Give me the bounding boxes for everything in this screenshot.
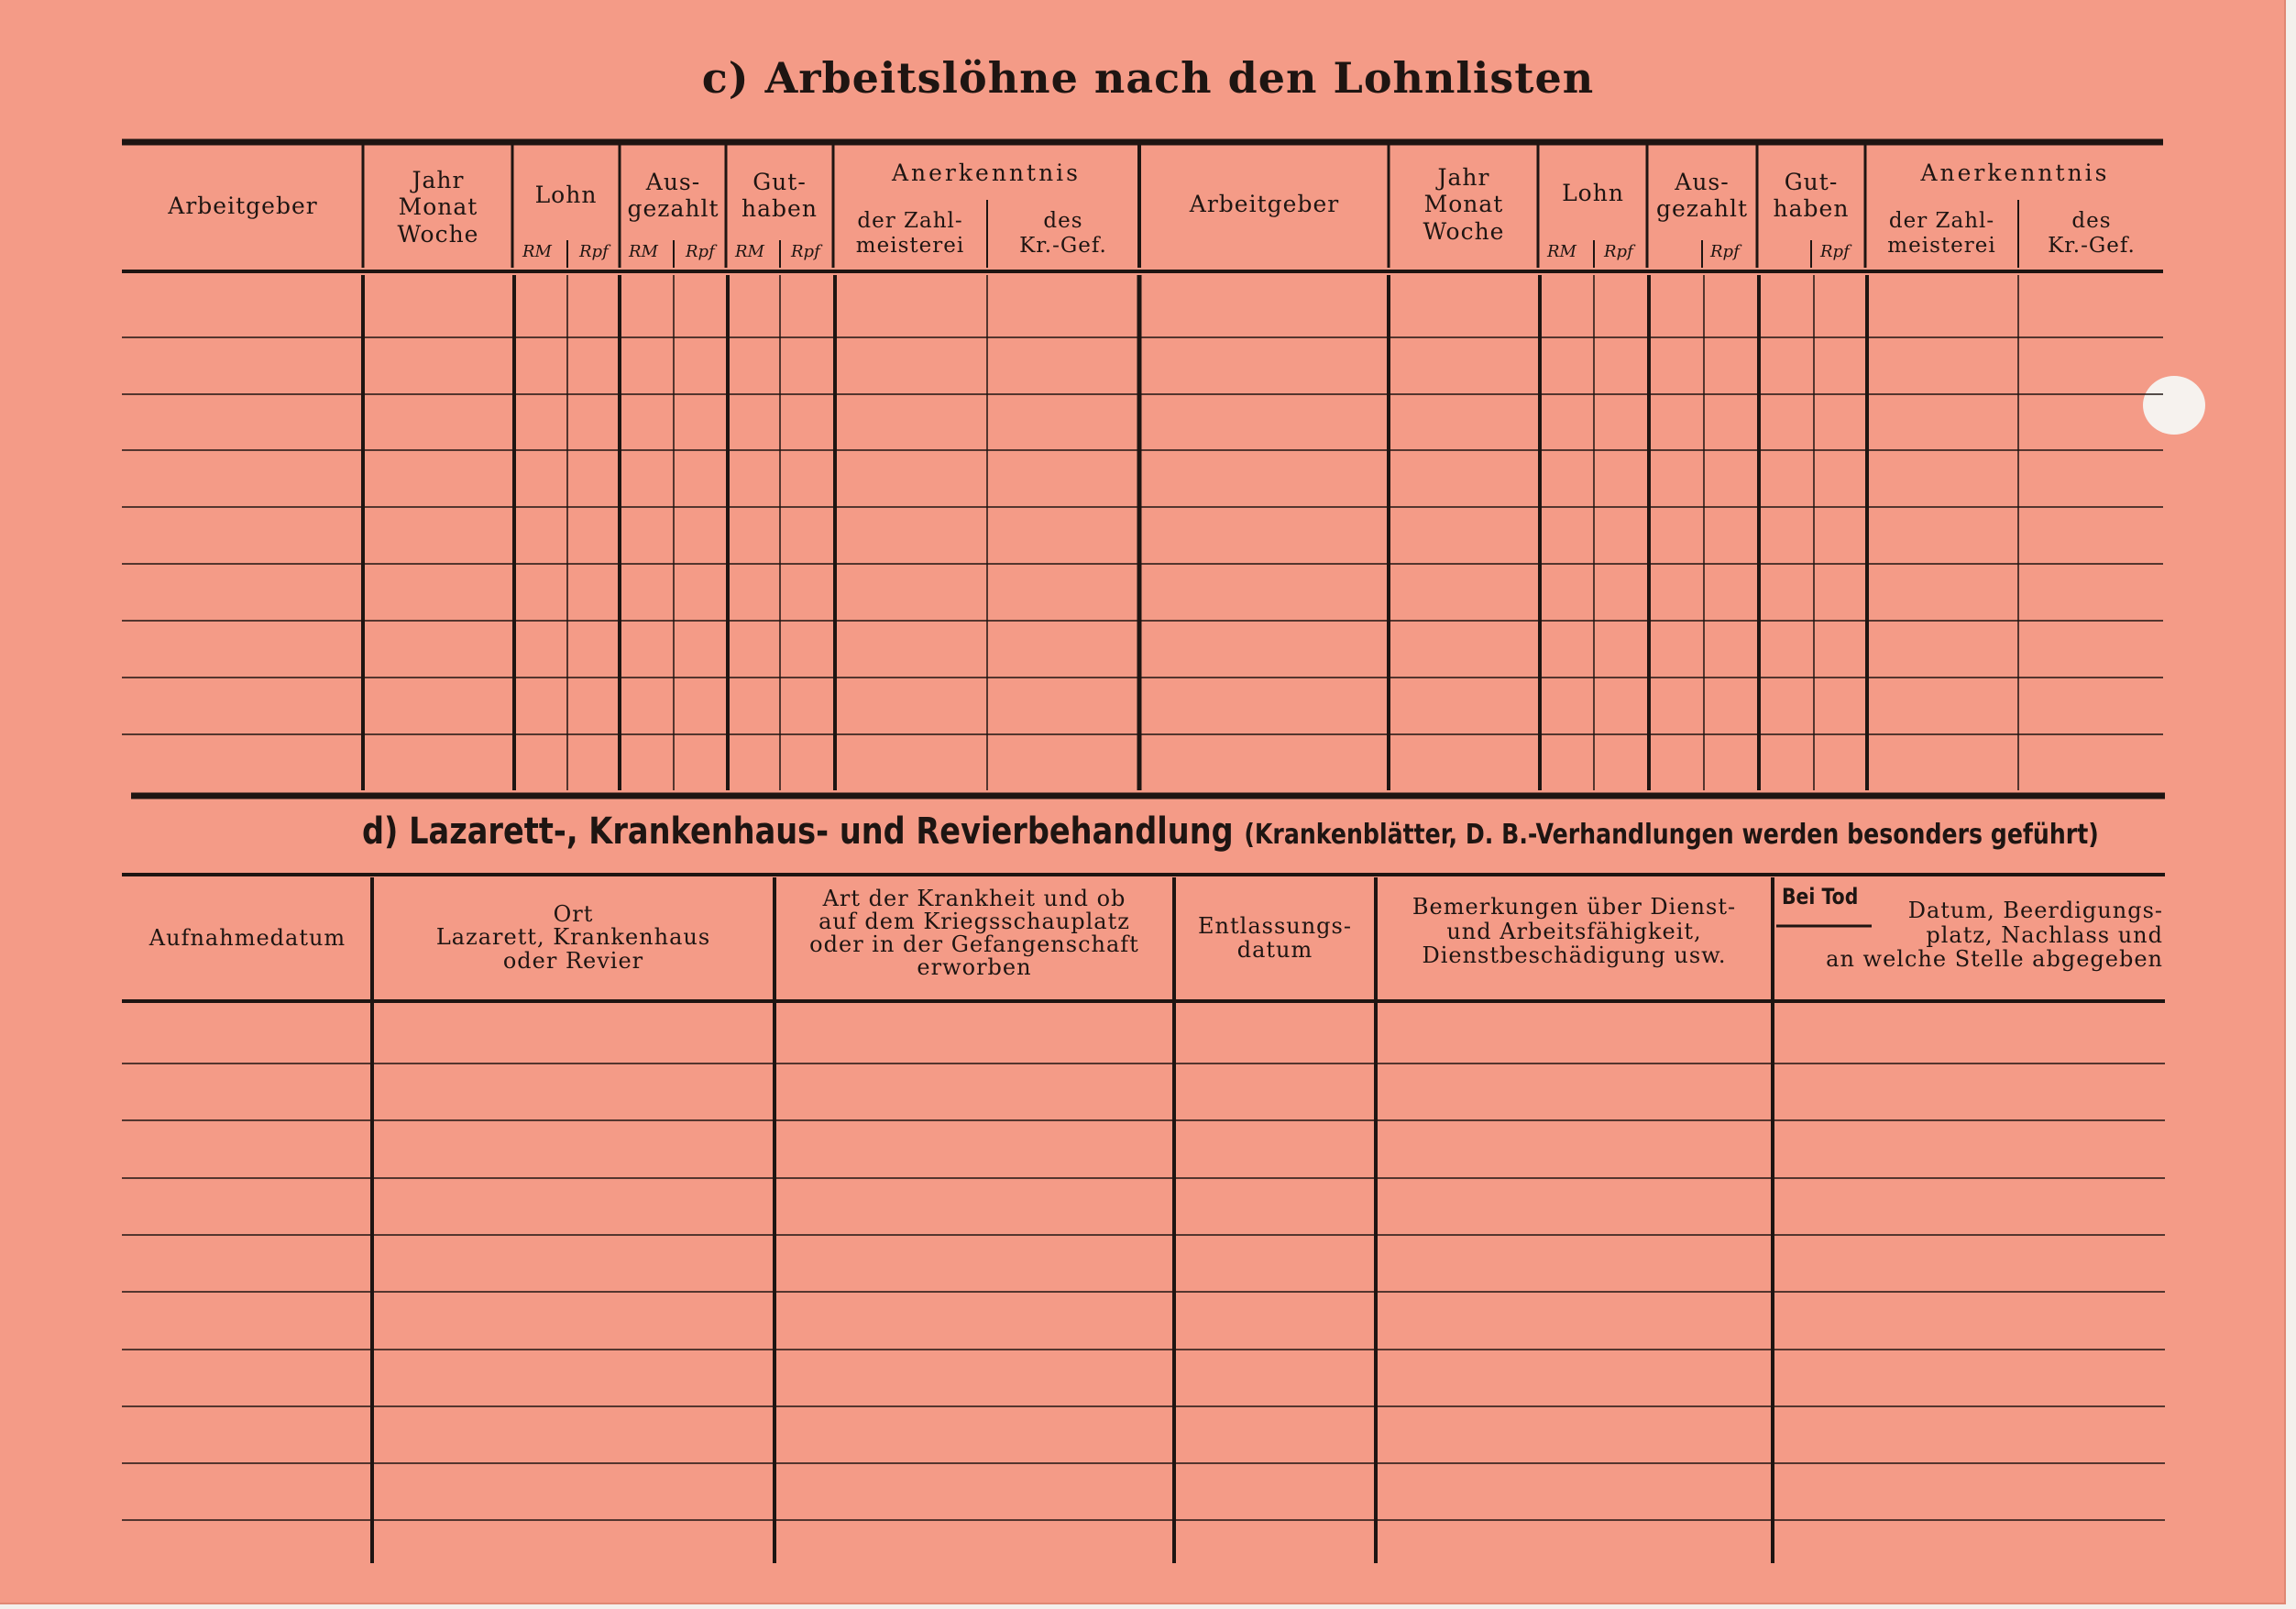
header-krgef-right bbox=[2020, 202, 2163, 266]
header-krgef-2: Kr.-Gef. bbox=[1019, 234, 1107, 258]
header-haben: haben bbox=[1773, 195, 1850, 222]
unit-rpf-lohn-left: Rpf bbox=[579, 242, 609, 261]
header-arbeitgeber-right: Arbeitgeber bbox=[1189, 191, 1340, 218]
unit-rm-ausgezahlt-left: RM bbox=[629, 242, 658, 261]
unit-rpf-ausgezahlt-left: Rpf bbox=[686, 242, 715, 261]
header-woche: Woche bbox=[397, 220, 479, 248]
header-monat: Monat bbox=[1423, 191, 1504, 218]
section-d-subtitle: (Krankenblätter, D. B.-Verhandlungen werden besonders geführt) bbox=[1244, 819, 2099, 851]
header-entlassung-1: Entlassungs- bbox=[1198, 912, 1352, 939]
header-art-4: erworben bbox=[917, 954, 1032, 981]
header-art-2: auf dem Kriegsschauplatz bbox=[818, 908, 1130, 934]
header-art-3: oder in der Gefangenschaft bbox=[809, 931, 1139, 957]
header-datum-3: an welche Stelle abgegeben bbox=[1826, 946, 2163, 973]
header-zahlmeisterei-2: meisterei bbox=[855, 234, 965, 258]
unit-rm-guthaben-left: RM bbox=[735, 242, 764, 261]
header-gut: Gut- bbox=[753, 168, 807, 195]
header-krgef-1: des bbox=[2071, 208, 2112, 233]
header-datum-1: Datum, Beerdigungs- bbox=[1907, 898, 2163, 924]
header-ort-2: Lazarett, Krankenhaus bbox=[435, 924, 711, 951]
header-jahr: Jahr bbox=[412, 166, 465, 193]
header-gut: Gut- bbox=[1784, 168, 1839, 195]
header-art-1: Art der Krankheit und ob bbox=[822, 885, 1126, 911]
unit-rm-lohn-right: RM bbox=[1547, 242, 1576, 261]
header-krgef-2: Kr.-Gef. bbox=[2048, 234, 2136, 258]
header-ausgezahlt-left bbox=[621, 156, 725, 235]
header-lohn-right: Lohn bbox=[1562, 180, 1624, 207]
header-guthaben-left bbox=[728, 156, 831, 235]
header-bem-1: Bemerkungen über Dienst- bbox=[1412, 894, 1737, 920]
header-aus: Aus- bbox=[1675, 168, 1730, 195]
header-art-der-krankheit bbox=[776, 878, 1172, 988]
header-jahr: Jahr bbox=[1437, 163, 1490, 191]
header-arbeitgeber-left: Arbeitgeber bbox=[168, 193, 318, 220]
header-bemerkungen bbox=[1378, 878, 1771, 985]
header-gezahlt: gezahlt bbox=[627, 195, 720, 222]
header-jahr-monat-woche-right bbox=[1390, 147, 1537, 262]
header-zahlmeisterei-left bbox=[835, 202, 985, 266]
header-ort-3: oder Revier bbox=[502, 947, 644, 974]
unit-rm-lohn-left: RM bbox=[522, 242, 552, 261]
header-krgef-left bbox=[989, 202, 1137, 266]
header-monat: Monat bbox=[398, 193, 478, 221]
header-bem-3: Dienstbeschädigung usw. bbox=[1422, 942, 1727, 969]
header-datum-2: platz, Nachlass und bbox=[1926, 921, 2163, 948]
unit-rpf-lohn-right: Rpf bbox=[1604, 242, 1633, 261]
section-d-title-main: d) Lazarett-, Krankenhaus- und Revierbehandlung bbox=[362, 810, 1234, 853]
header-woche: Woche bbox=[1423, 217, 1505, 245]
unit-rpf-ausgezahlt-right: Rpf bbox=[1710, 242, 1740, 261]
section-d-title bbox=[362, 810, 2099, 853]
header-aus: Aus- bbox=[645, 168, 701, 195]
unit-rpf-guthaben-left: Rpf bbox=[791, 242, 820, 261]
header-zahlmeisterei-right bbox=[1867, 202, 2016, 266]
header-lohn-left: Lohn bbox=[534, 182, 598, 209]
unit-rpf-guthaben-right: Rpf bbox=[1820, 242, 1850, 261]
header-zahlmeisterei-2: meisterei bbox=[1887, 234, 1996, 258]
header-gezahlt: gezahlt bbox=[1655, 195, 1749, 222]
header-anerkenntnis-right: Anerkenntnis bbox=[1920, 160, 2110, 187]
header-bei-tod: Bei Tod bbox=[1782, 884, 1859, 909]
header-haben: haben bbox=[742, 195, 818, 222]
header-zahlmeisterei-1: der Zahl- bbox=[1888, 208, 1995, 233]
header-ausgezahlt-right bbox=[1649, 156, 1755, 235]
header-entlassung-2: datum bbox=[1236, 937, 1313, 963]
header-anerkenntnis-left: Anerkenntnis bbox=[891, 160, 1082, 187]
header-jahr-monat-woche-left bbox=[365, 149, 511, 266]
header-bem-2: und Arbeitsfähigkeit, bbox=[1446, 918, 1702, 944]
header-ort-1: Ort bbox=[553, 901, 594, 928]
header-entlassungsdatum bbox=[1176, 880, 1374, 996]
header-zahlmeisterei-1: der Zahl- bbox=[857, 208, 963, 233]
header-krgef-1: des bbox=[1043, 208, 1083, 233]
header-guthaben-right bbox=[1759, 156, 1863, 235]
section-c-title: c) Arbeitslöhne nach den Lohnlisten bbox=[701, 53, 1595, 103]
header-ort bbox=[374, 878, 773, 997]
header-aufnahmedatum: Aufnahmedatum bbox=[148, 924, 346, 951]
header-datum-beerdigung bbox=[1778, 894, 2163, 976]
